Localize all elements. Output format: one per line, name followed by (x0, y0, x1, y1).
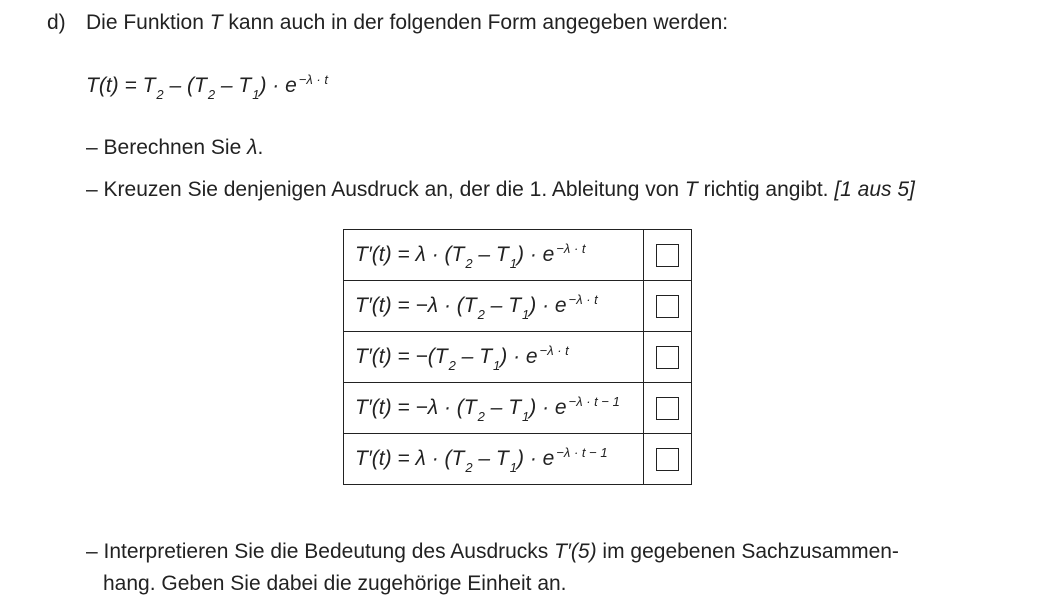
formula-sub-1: 1 (252, 87, 260, 102)
option-exponent: −λ · t (568, 292, 598, 307)
intro-after: kann auch in der folgenden Form angegeben werden: (222, 11, 729, 34)
option-pre: T′(t) = −λ · (T (355, 294, 477, 317)
option-sub-2: 2 (477, 307, 485, 322)
option-post: ) · e (517, 447, 555, 470)
formula-rhs-start: = T (118, 74, 156, 97)
answer-choice-table (343, 229, 692, 485)
option-post: ) · e (517, 243, 555, 266)
answer-option-row (344, 230, 692, 281)
option-expression (344, 230, 644, 281)
task-1-text: – Berechnen Sie (86, 136, 248, 159)
formula-lhs: T(t) (86, 74, 119, 97)
function-symbol: T (209, 11, 223, 34)
answer-option-row (344, 383, 692, 434)
option-exponent: −λ · t − 1 (568, 394, 620, 409)
formula-sub-2b: 2 (207, 87, 216, 102)
option-checkbox-cell (644, 281, 692, 332)
task-1-end: . (257, 136, 264, 159)
option-checkbox[interactable] (656, 244, 679, 267)
answer-choice-body (344, 230, 692, 485)
answer-option-row (344, 332, 692, 383)
intro-before: Die Funktion (86, 11, 210, 34)
task-2 (86, 178, 915, 202)
task-3-before: – Interpretieren Sie die Bedeutung des Ausdrucks (86, 540, 555, 563)
intro-text (86, 11, 728, 35)
task-2-before: – Kreuzen Sie denjenigen Ausdruck an, der die 1. Ableitung von (86, 178, 685, 201)
option-exponent: −λ · t (556, 241, 586, 256)
option-exponent: −λ · t (539, 343, 569, 358)
answer-option-row (344, 281, 692, 332)
option-mid: – T (472, 243, 509, 266)
formula-minus-t: – T (215, 74, 252, 97)
option-pre: T′(t) = −λ · (T (355, 396, 477, 419)
option-checkbox-cell (644, 332, 692, 383)
option-mid: – T (484, 396, 522, 419)
option-post: ) · e (500, 345, 538, 368)
option-sub-1: 1 (522, 409, 530, 424)
option-checkbox-cell (644, 383, 692, 434)
task-2-after: richtig angibt. (697, 178, 835, 201)
task-3-after: im gegebenen Sachzusammen- (596, 540, 899, 563)
option-checkbox[interactable] (656, 346, 679, 369)
option-mid: – T (472, 447, 509, 470)
option-checkbox-cell (644, 434, 692, 485)
formula-exponent: −λ · t (298, 72, 328, 87)
option-expression (344, 383, 644, 434)
task-1 (86, 136, 263, 160)
option-checkbox[interactable] (656, 397, 679, 420)
option-sub-2: 2 (465, 256, 473, 271)
option-sub-1: 1 (509, 460, 517, 475)
option-exponent: −λ · t − 1 (556, 445, 608, 460)
answer-option-row (344, 434, 692, 485)
main-formula (86, 74, 328, 100)
option-mid: – T (455, 345, 493, 368)
task-2-note: [1 aus 5] (834, 178, 915, 201)
option-pre: T′(t) = λ · (T (355, 447, 465, 470)
option-mid: – T (484, 294, 522, 317)
option-checkbox[interactable] (656, 448, 679, 471)
option-sub-1: 1 (493, 358, 501, 373)
task-3-symbol: T′(5) (554, 540, 597, 563)
formula-sub-2: 2 (156, 87, 164, 102)
option-expression (344, 434, 644, 485)
option-pre: T′(t) = λ · (T (355, 243, 465, 266)
option-sub-1: 1 (509, 256, 517, 271)
option-sub-1: 1 (522, 307, 530, 322)
option-pre: T′(t) = −(T (355, 345, 448, 368)
part-label: d) (47, 11, 66, 34)
option-sub-2: 2 (465, 460, 473, 475)
option-sub-2: 2 (448, 358, 456, 373)
option-checkbox[interactable] (656, 295, 679, 318)
formula-end: ) · e (259, 74, 297, 97)
option-checkbox-cell (644, 230, 692, 281)
task-3-continuation: hang. Geben Sie dabei die zugehörige Einheit an. (103, 572, 567, 595)
option-post: ) · e (529, 396, 567, 419)
lambda-symbol: λ (247, 136, 258, 159)
task-2-symbol: T (684, 178, 698, 201)
option-expression (344, 281, 644, 332)
option-post: ) · e (529, 294, 567, 317)
formula-middle: – (T (163, 74, 207, 97)
task-3 (86, 540, 899, 564)
option-expression (344, 332, 644, 383)
option-sub-2: 2 (477, 409, 485, 424)
